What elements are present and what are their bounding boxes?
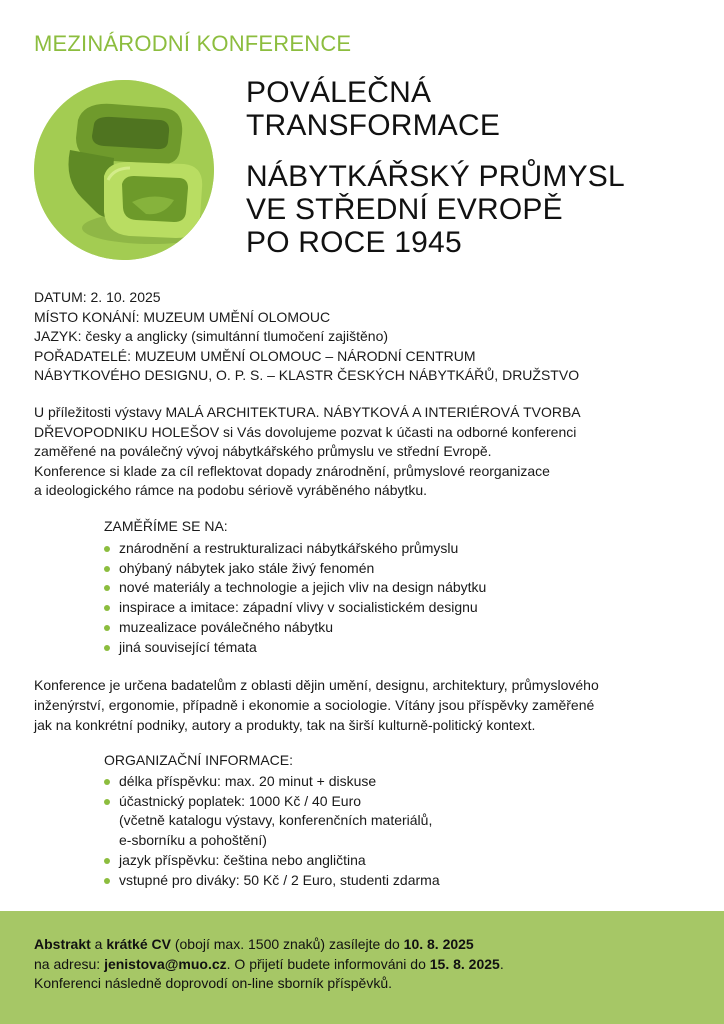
title-block [246,76,706,259]
visitor-admission: vstupné pro diváky: 50 Kč / 2 Euro, studenti zdarma [119,871,440,888]
bullet-icon [104,585,110,591]
footer-line-3: Konferenci následně doprovodí on-line sborník příspěvků. [34,975,392,992]
intro-line: Konference si klade za cíl reflektovat dopady znárodnění, průmyslové reorganizace [34,462,550,479]
list-item [104,598,664,618]
list-item [104,578,664,598]
title-line-2: TRANSFORMACE [246,109,501,142]
focus-heading: ZAMĚŘÍME SE NA: [104,518,228,534]
cv-label: krátké CV [106,936,171,952]
subtitle-line-2: VE STŘEDNÍ EVROPĚ [246,193,563,226]
date-line: DATUM: 2. 10. 2025 [34,289,161,305]
bullet-icon [104,799,110,805]
event-details [34,288,694,386]
list-item [104,638,664,658]
fee-note-line-1: (včetně katalogu výstavy, konferenčních materiálů, [119,812,433,829]
period-text: . [499,955,504,972]
footer-text [34,935,694,994]
bullet-icon [104,566,110,572]
organizational-info [104,751,664,891]
notify-text: . O přijetí budete informováni do [226,955,430,972]
org-heading: ORGANIZAČNÍ INFORMACE: [104,752,294,768]
org-list-continued [104,851,664,891]
organizers-line-1: POŘADATELÉ: MUZEUM UMĚNÍ OLOMOUC – NÁRODNÍ CENTRUM [34,347,476,364]
bullet-icon [104,878,110,884]
bullet-icon [104,546,110,552]
list-item-text: jiná související témata [119,638,257,655]
deadline-date: 10. 8. 2025 [403,936,474,952]
intro-line: zaměřené na poválečný vývoj nábytkářského průmyslu ve střední Evropě. [34,443,492,460]
list-item-text: nové materiály a technologie a jejich vliv na design nábytku [119,579,487,596]
intro-line: U příležitosti výstavy MALÁ ARCHITEKTURA. NÁBYTKOVÁ A INTERIÉROVÁ TVORBA [34,404,581,420]
audience-paragraph [34,676,694,735]
list-item [104,539,664,559]
subtitle-line-1: NÁBYTKÁŘSKÝ PRŮMYSL [246,160,625,193]
list-item [104,618,664,638]
conference-kicker: MEZINÁRODNÍ KONFERENCE [34,31,352,56]
abstract-label: Abstrakt [34,936,91,952]
list-item-text: ohýbaný nábytek jako stále živý fenomén [119,559,375,576]
bullet-icon [104,779,110,785]
focus-list [104,539,664,658]
submission-footer [0,911,724,1024]
list-item-text: inspirace a imitace: západní vlivy v socialistickém designu [119,599,478,616]
hero-chair-image [34,80,214,260]
list-item [104,792,664,812]
bullet-icon [104,605,110,611]
talk-language: jazyk příspěvku: čeština nebo angličtina [119,851,366,868]
address-label: na adresu: [34,955,105,972]
bentwood-chair-icon [34,80,214,260]
list-item-text: muzealizace poválečného nábytku [119,618,334,635]
title-line-1: POVÁLEČNÁ [246,76,432,109]
footer-line-2 [34,955,694,975]
participant-fee: účastnický poplatek: 1000 Kč / 40 Euro [119,792,362,809]
list-item-text: znárodnění a restrukturalizaci nábytkářského průmyslu [119,539,459,556]
list-item [104,772,664,792]
audience-line: jak na konkrétní podniky, autory a produkty, tak na širší kulturně-politický kontext. [34,716,536,733]
bullet-icon [104,645,110,651]
list-item [104,851,664,871]
talk-length: délka příspěvku: max. 20 minut + diskuse [119,772,377,789]
audience-line: inženýrství, ergonomie, případně i ekonomie a sociologie. Vítány jsou příspěvky zaměřené [34,696,595,713]
bullet-icon [104,625,110,631]
list-item [104,559,664,579]
intro-line: a ideologického rámce na podobu sériově vyráběného nábytku. [34,482,428,499]
bullet-icon [104,858,110,864]
send-text: (obojí max. 1500 znaků) zasílejte do [170,936,404,952]
footer-line-1 [34,935,694,955]
and-text: a [90,936,107,952]
email-link[interactable]: jenistova@muo.cz [104,955,227,972]
language-line: JAZYK: česky a anglicky (simultánní tlumočení zajištěno) [34,328,389,345]
fee-note-line-2: e-sborníku a pohoštění) [119,832,267,849]
intro-line: DŘEVOPODNIKU HOLEŠOV si Vás dovolujeme pozvat k účasti na odborné konferenci [34,423,577,440]
intro-paragraph [34,403,694,501]
organizers-line-2: NÁBYTKOVÉHO DESIGNU, O. P. S. – KLASTR ČESKÝCH NÁBYTKÁŘŮ, DRUŽSTVO [34,367,580,384]
audience-line: Konference je určena badatelům z oblasti dějin umění, designu, architektury, průmyslového [34,677,599,693]
list-item [104,871,664,891]
focus-topics [104,517,664,658]
org-list [104,772,664,812]
venue-line: MÍSTO KONÁNÍ: MUZEUM UMĚNÍ OLOMOUC [34,308,331,325]
notify-date: 15. 8. 2025 [429,955,500,972]
subtitle-line-3: PO ROCE 1945 [246,226,462,259]
